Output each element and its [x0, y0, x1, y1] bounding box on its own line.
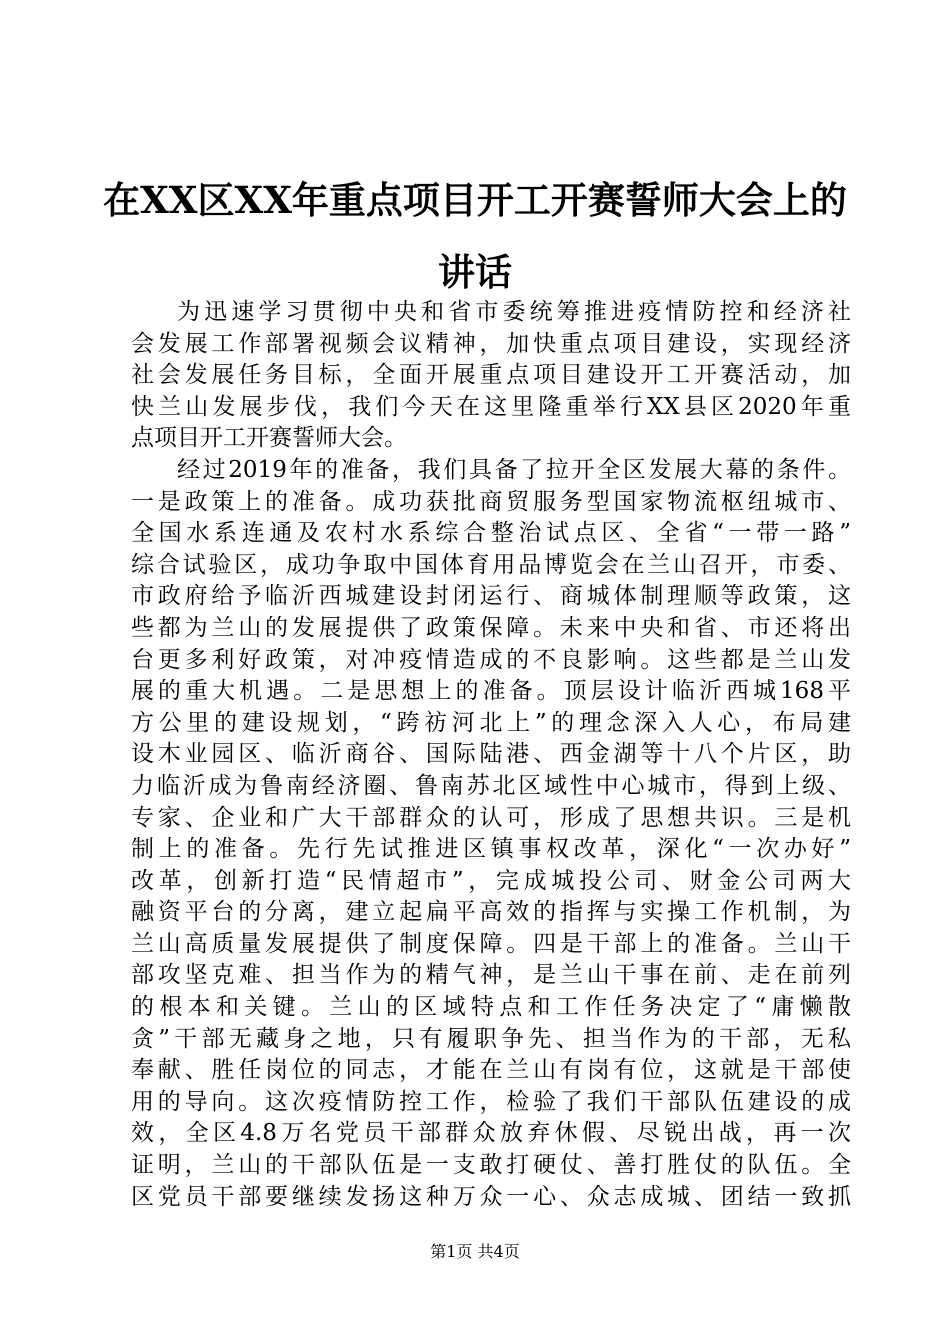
paragraph-2	[131, 455, 851, 1213]
text-line: 台更多利好政策，对冲疫情造成的不良影响。这些都是兰山发	[131, 646, 851, 673]
text-line: 兰山高质量发展提供了制度保障。四是干部上的准备。兰山干	[131, 930, 851, 957]
text-line: 综合试验区，成功争取中国体育用品博览会在兰山召开，市委、	[131, 551, 851, 578]
text-line: 方公里的建设规划，“跨祊河北上”的理念深入人心，布局建	[131, 709, 851, 736]
text-line: 市政府给予临沂西城建设封闭运行、商城体制理顺等政策，这	[131, 583, 851, 610]
text-line: 设木业园区、临沂商谷、国际陆港、西金湖等十八个片区，助	[131, 741, 851, 768]
text-line: 区党员干部要继续发扬这种万众一心、众志成城、团结一致抓	[131, 1183, 851, 1210]
text-line: 制上的准备。先行先试推进区镇事权改革，深化“一次办好”	[131, 836, 851, 863]
text-line: 快兰山发展步伐，我们今天在这里隆重举行XX县区2020年重	[131, 393, 851, 420]
title-line-2: 讲话	[438, 250, 512, 294]
page-number-footer: 第1页 共4页	[430, 1242, 520, 1261]
text-line: 用的导向。这次疫情防控工作，检验了我们干部队伍建设的成	[131, 1088, 851, 1115]
text-line: 融资平台的分离，建立起扁平高效的指挥与实操工作机制，为	[131, 899, 851, 926]
text-line: 会发展工作部署视频会议精神，加快重点项目建设，实现经济	[131, 330, 851, 357]
text-line: 力临沂成为鲁南经济圈、鲁南苏北区域性中心城市，得到上级、	[131, 772, 851, 799]
text-line: 些都为兰山的发展提供了政策保障。未来中央和省、市还将出	[131, 614, 851, 641]
text-line: 一是政策上的准备。成功获批商贸服务型国家物流枢纽城市、	[131, 488, 851, 515]
text-line: 经过2019年的准备，我们具备了拉开全区发展大幕的条件。	[177, 456, 851, 483]
text-line: 为迅速学习贯彻中央和省市委统筹推进疫情防控和经济社	[177, 299, 851, 325]
text-line: 的根本和关键。兰山的区域特点和工作任务决定了“庸懒散	[131, 994, 851, 1021]
document-title	[100, 178, 850, 294]
text-line: 点项目开工开赛誓师大会。	[131, 425, 407, 452]
text-line: 专家、企业和广大干部群众的认可，形成了思想共识。三是机	[131, 804, 851, 831]
document-body	[131, 297, 851, 1213]
text-line: 效，全区4.8万名党员干部群众放弃休假、尽锐出战，再一次	[131, 1120, 851, 1147]
text-line: 部攻坚克难、担当作为的精气神，是兰山干事在前、走在前列	[131, 962, 851, 989]
paragraph-1	[131, 297, 851, 455]
text-line: 奉献、胜任岗位的同志，才能在兰山有岗有位，这就是干部使	[131, 1057, 851, 1084]
text-line: 改革，创新打造“民情超市”，完成城投公司、财金公司两大	[131, 867, 851, 894]
text-line: 证明，兰山的干部队伍是一支敢打硬仗、善打胜仗的队伍。全	[131, 1152, 851, 1179]
text-line: 社会发展任务目标，全面开展重点项目建设开工开赛活动，加	[131, 362, 851, 389]
title-line-1: 在XX区XX年重点项目开工开赛誓师大会上的	[103, 178, 847, 222]
text-line: 全国水系连通及农村水系综合整治试点区、全省“一带一路”	[131, 520, 851, 547]
text-line: 贪”干部无藏身之地，只有履职争先、担当作为的干部，无私	[131, 1025, 851, 1052]
text-line: 展的重大机遇。二是思想上的准备。顶层设计临沂西城168平	[131, 678, 851, 705]
